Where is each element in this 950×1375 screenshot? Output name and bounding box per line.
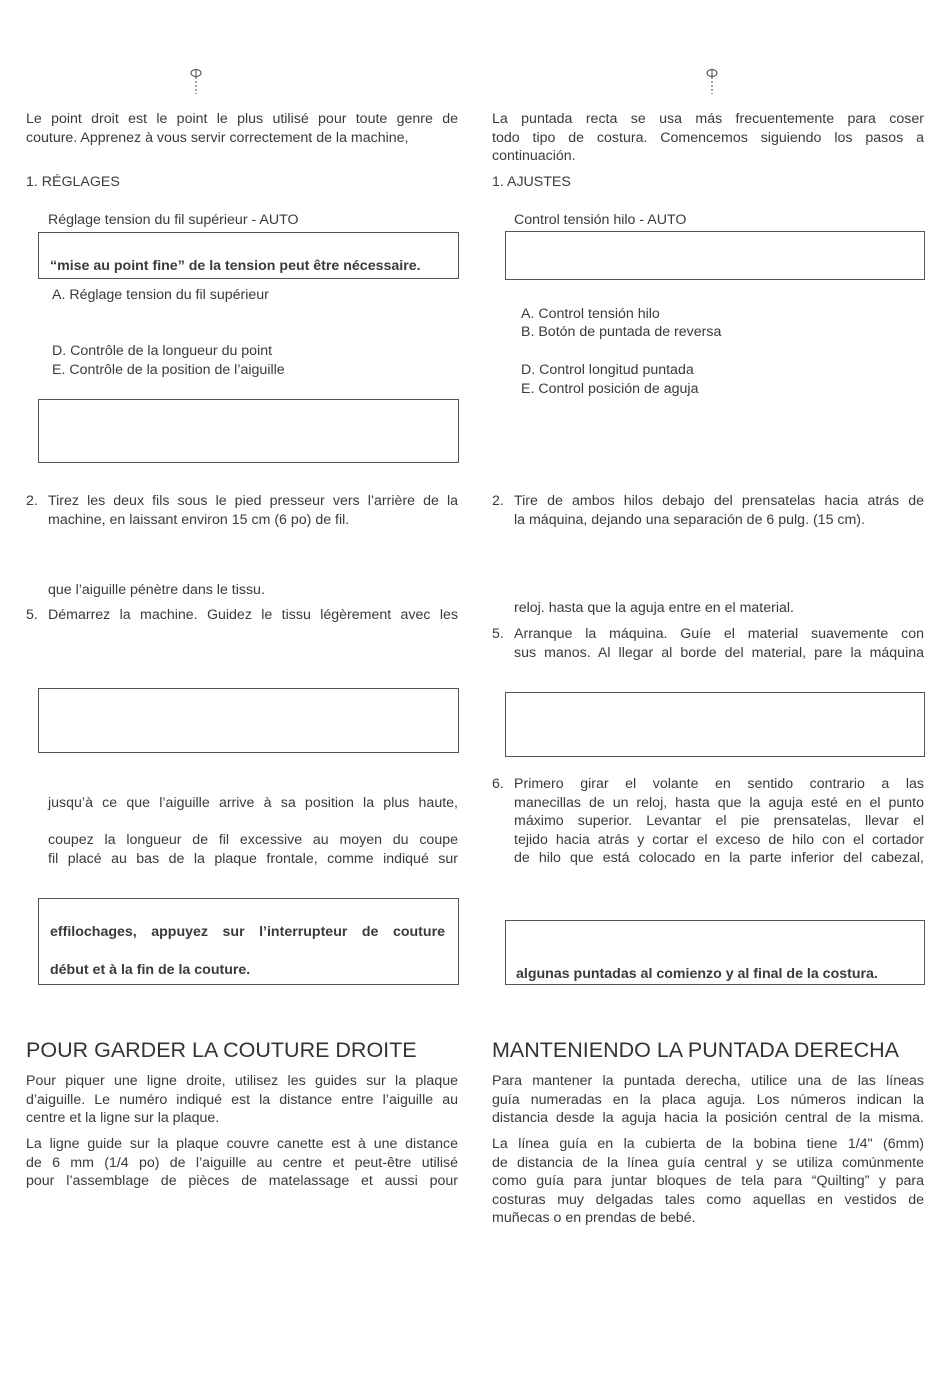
left-step2-number: 2. — [26, 493, 38, 509]
left-cut-thread: coupez la longueur de fil excessive au moyen du coupe fil placé au bas de la plaque frontale, comme indiqué sur — [48, 832, 458, 867]
screw-icon — [706, 67, 718, 95]
left-note-box-2 — [38, 399, 459, 463]
right-step6-number: 6. — [492, 776, 504, 792]
left-paragraph-1: Pour piquer une ligne droite, utilisez les guides sur la plaque d’aiguille. Le numéro indiqué est la distance entre l’aiguille au centre et la ligne sur la plaque. — [26, 1073, 458, 1127]
left-control-d: D. Contrôle de la longueur du point — [52, 343, 273, 359]
left-highest-position: jusqu’à ce que l’aiguille arrive à sa position la plus haute, — [48, 795, 458, 811]
right-control-a: A. Control tensión hilo — [521, 306, 660, 322]
right-note-box-3 — [505, 692, 925, 757]
right-settings-heading: 1. AJUSTES — [492, 174, 571, 190]
left-intro: Le point droit est le point le plus utilisé pour toute genre de couture. Apprenez à vous servir correctement de la machine, — [26, 111, 458, 146]
right-paragraph-1: Para mantener la puntada derecha, utilice una de las líneas guía numeradas en la placa aguja. Los números indican la distancia desde la aguja hacia la posición central de la misma. — [492, 1073, 924, 1127]
left-step2-text: Tirez les deux fils sous le pied presseur vers l’arrière de la machine, en laissant environ 15 cm (6 po) de fil. — [48, 493, 458, 528]
right-note-box-4-text: algunas puntadas al comienzo y al final de la costura. — [516, 966, 878, 982]
left-section-title: POUR GARDER LA COUTURE DROITE — [26, 1038, 417, 1062]
left-paragraph-2: La ligne guide sur la plaque couvre canette est à une distance de 6 mm (1/4 po) de l’aiguille au centre et peut-être utilisé pour l’assemblage de pièces de matelassage et aussi pour — [26, 1136, 458, 1190]
screw-icon — [190, 67, 202, 95]
right-step5-number: 5. — [492, 626, 504, 642]
right-step2-text: Tire de ambos hilos debajo del prensatelas hacia atrás de la máquina, dejando una separación de 6 pulg. (15 cm). — [514, 493, 924, 528]
right-step5-text: Arranque la máquina. Guíe el material suavemente con sus manos. Al llegar al borde del material, pare la máquina — [514, 626, 924, 661]
left-note-box-4 — [38, 898, 459, 985]
right-needle-enters: reloj. hasta que la aguja entre en el material. — [514, 600, 794, 616]
left-note-box-3 — [38, 688, 459, 753]
left-note-box-1 — [38, 232, 459, 279]
right-section-title: MANTENIENDO LA PUNTADA DERECHA — [492, 1038, 899, 1062]
right-tension-label: Control tensión hilo - AUTO — [514, 212, 687, 228]
left-control-e: E. Contrôle de la position de l’aiguille — [52, 362, 285, 378]
left-note-box-4-line-1: effilochages, appuyez sur l’interrupteur de couture — [50, 924, 445, 940]
right-control-b: B. Botón de puntada de reversa — [521, 324, 722, 340]
left-note-box-4-line-2: début et à la fin de la couture. — [50, 962, 251, 978]
right-intro: La puntada recta se usa más frecuentemente para coser todo tipo de costura. Comencemos siguiendo los pasos a continuación. — [492, 111, 924, 165]
right-step2-number: 2. — [492, 493, 504, 509]
right-step6-text: Primero girar el volante en sentido contrario a las manecillas de un reloj, hasta que la aguja esté en el punto máximo superior. Levantar el pie prensatelas, llevar el tejido hacia atrás y cortar el exceso de hilo con el cortador de hilo que está colocado en la parte inferior del cabezal, — [514, 776, 924, 867]
right-control-d: D. Control longitud puntada — [521, 362, 694, 378]
left-step5-number: 5. — [26, 607, 38, 623]
left-note-box-1-text: “mise au point fine” de la tension peut être nécessaire. — [50, 258, 421, 274]
left-control-a: A. Réglage tension du fil supérieur — [52, 287, 269, 303]
right-control-e: E. Control posición de aguja — [521, 381, 699, 397]
right-note-box-1 — [505, 231, 925, 280]
left-step5-text: Démarrez la machine. Guidez le tissu légèrement avec les — [48, 607, 458, 623]
left-tension-label: Réglage tension du fil supérieur - AUTO — [48, 212, 299, 228]
right-note-box-4 — [505, 920, 925, 985]
right-paragraph-2: La línea guía en la cubierta de la bobina tiene 1/4" (6mm) de distancia de la línea guía central y se utiliza comúnmente como guía para juntar bloques de tela para “Quilting” y para costuras muy delgadas tales como aquellas en vestidos de muñecas o en prendas de bebé. — [492, 1136, 924, 1227]
left-settings-heading: 1. RÉGLAGES — [26, 174, 120, 190]
left-needle-enters: que l’aiguille pénètre dans le tissu. — [48, 582, 265, 598]
